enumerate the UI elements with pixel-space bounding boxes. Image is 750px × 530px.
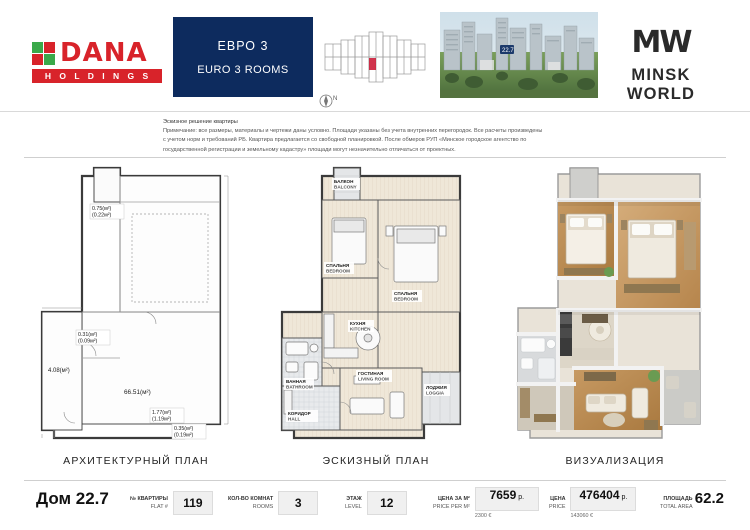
spec-flat-number — [130, 488, 213, 518]
spec-price-per-m2-label: ЦЕНА ЗА М² PRICE PER M² — [433, 495, 470, 510]
dana-holdings-logo — [32, 40, 162, 83]
caption-visualization: ВИЗУАЛИЗАЦИЯ — [565, 455, 665, 467]
spec-level-value: 12 — [367, 491, 407, 515]
apartment-type-title — [173, 17, 313, 97]
spec-rooms-value: 3 — [278, 491, 318, 515]
room-label-ru: ГОСТИНАЯ — [358, 371, 384, 376]
room-label-en: BATHROOM — [286, 384, 313, 390]
spec-price-per-m2-eur: 2300 € — [474, 513, 492, 519]
spec-level-label: ЭТАЖ LEVEL — [345, 495, 362, 510]
spec-total-area-value: 62.2 — [694, 490, 724, 507]
area-sublabel: (0.19м²) — [174, 432, 194, 439]
room-label-en: LOGGIA — [426, 390, 445, 396]
room-label-ru: ЛОДЖИЯ — [426, 385, 447, 390]
note-line-3: с учетом норм и требований РБ. Квартира предлагается со свободной планировкой. После обмеров РУП «Минское городское агентство по — [163, 137, 527, 144]
apartment-type-ru: ЕВРО 3 — [217, 38, 269, 53]
minsk-world-monogram: MW — [631, 25, 691, 60]
footer-specs — [0, 487, 750, 523]
sketch-plan — [264, 162, 488, 452]
room-label-ru: КУХНЯ — [350, 321, 366, 326]
caption-sketch: ЭСКИЗНЫЙ ПЛАН — [322, 455, 430, 467]
room-label-en: LIVING ROOM — [358, 376, 389, 382]
price-amount: 476404 — [579, 488, 620, 502]
room-label-en: HALL — [288, 416, 301, 422]
footer-divider — [24, 480, 726, 481]
spec-flat-number-label: № КВАРТИРЫ FLAT # — [130, 495, 168, 510]
visualization-plan — [504, 162, 726, 452]
area-label: 66.51(м²) — [124, 389, 151, 396]
minsk-world-wordmark: MINSK WORLD — [626, 66, 696, 103]
room-label-ru: СПАЛЬНЯ — [326, 263, 350, 268]
room-label-en: BALCONY — [334, 184, 357, 190]
area-label: 4.08(м²) — [48, 368, 70, 374]
area-label: 0.75(м²) — [92, 206, 112, 212]
area-label: 1.77(м²) — [152, 410, 172, 416]
caption-architectural: АРХИТЕКТУРНЫЙ ПЛАН — [63, 455, 209, 467]
spec-total-area-label: ПЛОЩАДЬ TOTAL AREA — [660, 495, 693, 510]
area-label: 0.31(м²) — [78, 332, 98, 338]
spec-price — [549, 488, 636, 518]
plans-section — [0, 162, 750, 452]
complex-render-thumbnail — [440, 12, 598, 98]
compass-north-label: N — [333, 96, 338, 102]
room-label-en: KITCHEN — [350, 326, 371, 332]
price-per-m2-currency: р. — [518, 494, 525, 501]
header-divider — [0, 111, 750, 112]
dana-subtitle: H O L D I N G S — [32, 69, 162, 83]
price-currency: р. — [621, 494, 628, 501]
compass-icon — [318, 93, 340, 109]
house-number: Дом 22.7 — [36, 489, 109, 508]
note-line-2: Примечание: все размеры, материалы и чертежи даны условно. Площади указаны без учета внутренних перегородок. Все расчеты произведены — [163, 128, 543, 135]
spec-rooms-label: КОЛ-ВО КОМНАТ ROOMS — [228, 495, 274, 510]
area-label: 0.35(м²) — [174, 426, 194, 432]
minsk-world-logo — [596, 25, 726, 104]
svg-text:22.7: 22.7 — [502, 48, 514, 54]
note-divider — [24, 157, 726, 158]
area-sublabel: (0.09м²) — [78, 338, 98, 345]
room-label-ru: ВАННАЯ — [286, 379, 306, 384]
spec-total-area — [660, 488, 698, 518]
room-label-ru: КОРИДОР — [288, 411, 311, 416]
floor-key-plan — [320, 22, 430, 92]
apartment-type-en: EURO 3 ROOMS — [197, 63, 289, 76]
dana-logo-mark — [32, 42, 55, 65]
spec-price-per-m2-value — [475, 487, 539, 511]
room-label-en: BEDROOM — [394, 296, 418, 302]
room-label-ru: СПАЛЬНЯ — [394, 291, 418, 296]
area-sublabel: (1.19м²) — [152, 416, 172, 423]
room-label-ru: БАЛКОН — [334, 179, 354, 184]
note-line-1: Эскизное решение квартиры — [163, 119, 238, 125]
spec-price-label: ЦЕНА PRICE — [549, 495, 566, 510]
price-per-m2-amount: 7659 — [489, 488, 517, 502]
spec-price-value — [570, 487, 636, 511]
header — [0, 0, 750, 112]
spec-flat-number-value: 119 — [173, 491, 213, 515]
disclaimer-note — [163, 118, 643, 155]
spec-rooms — [228, 488, 318, 518]
architectural-plan — [24, 162, 248, 452]
spec-level — [345, 488, 407, 518]
area-sublabel: (0.22м²) — [92, 212, 112, 219]
spec-price-eur: 143060 € — [570, 513, 593, 519]
spec-price-per-m2 — [433, 488, 539, 518]
note-line-4: государственной регистрации и земельному кадастру» площади могут незначительно отличаться от проектных. — [163, 146, 456, 153]
room-label-en: BEDROOM — [326, 268, 350, 274]
dana-wordmark: DANA — [60, 38, 148, 68]
